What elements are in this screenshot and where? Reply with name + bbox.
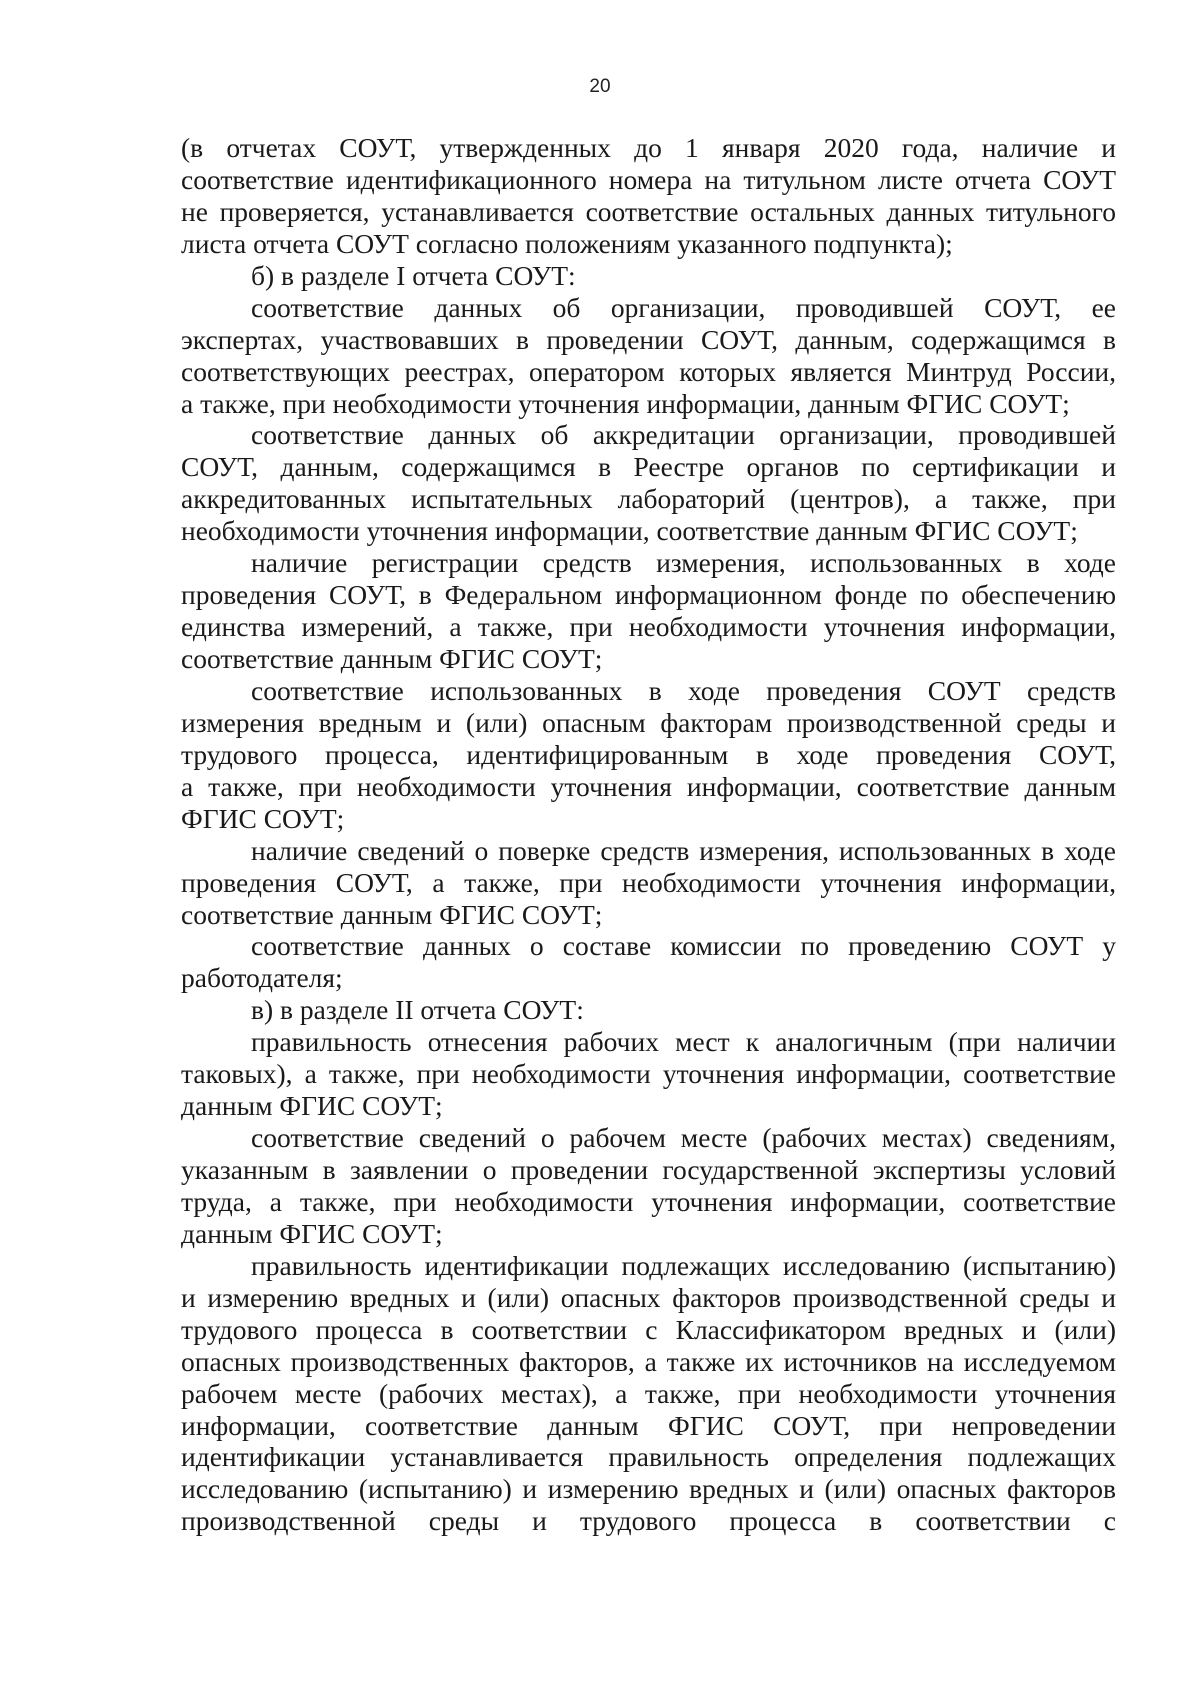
text-line: б) в разделе I отчета СОУТ: [251,259,576,291]
text-line: правильность отнесения рабочих мест к аналогичным (при наличии [251,1026,1116,1058]
text-line: соответствие сведений о рабочем месте (рабочих местах) сведениям, [251,1122,1116,1154]
text-line: измерения вредным и (или) опасным факторам производственной среды и [181,706,1116,738]
text-line: наличие регистрации средств измерения, использованных в ходе [251,547,1116,579]
text-line: единства измерений, а также, при необходимости уточнения информации, [181,611,1116,643]
text-line: исследованию (испытанию) и измерению вредных и (или) опасных факторов [181,1473,1116,1505]
text-line: рабочем месте (рабочих местах), а также, при необходимости уточнения [181,1377,1116,1409]
text-line: указанным в заявлении о проведении государственной экспертизы условий [181,1154,1116,1185]
text-line: не проверяется, устанавливается соответствие остальных данных титульного [181,195,1116,227]
page-number: 20 [589,76,611,97]
text-line: СОУТ, данным, содержащимся в Реестре органов по сертификации и [181,451,1116,483]
text-line: (в отчетах СОУТ, утвержденных до 1 января 2020 года, наличие и [181,132,1116,163]
text-line: в) в разделе II отчета СОУТ: [251,994,584,1026]
text-line: соответствие данных об аккредитации организации, проводившей [251,419,1116,451]
text-line: соответствие данным ФГИС СОУТ; [181,643,603,674]
text-line: данным ФГИС СОУТ; [181,1217,443,1249]
text-line: соответствие использованных в ходе проведения СОУТ средств [251,674,1116,706]
text-line: аккредитованных испытательных лабораторий (центров), а также, при [181,483,1116,515]
text-line: необходимости уточнения информации, соответствие данным ФГИС СОУТ; [181,515,1078,547]
text-line: проведения СОУТ, в Федеральном информационном фонде по обеспечению [181,579,1116,611]
text-line: трудового процесса в соответствии с Классификатором вредных и (или) [181,1313,1116,1345]
text-line: ФГИС СОУТ; [181,802,345,834]
text-line: а также, при необходимости уточнения информации, соответствие данным [181,770,1116,802]
text-line: соответствие данных о составе комиссии по проведению СОУТ у [251,930,1116,962]
text-line: информации, соответствие данным ФГИС СОУТ, при непроведении [181,1409,1116,1441]
text-line: данным ФГИС СОУТ; [181,1090,443,1122]
text-line: опасных производственных факторов, а также их источников на исследуемом [181,1345,1116,1377]
text-line: а также, при необходимости уточнения информации, данным ФГИС СОУТ; [181,387,1070,419]
document-body [181,132,1116,1537]
text-line: соответствие идентификационного номера на титульном листе отчета СОУТ [181,163,1116,195]
text-line: правильность идентификации подлежащих исследованию (испытанию) [251,1249,1116,1281]
text-line: и измерению вредных и (или) опасных факторов производственной среды и [181,1281,1116,1313]
text-line: листа отчета СОУТ согласно положениям указанного подпункта); [181,227,953,259]
text-line: соответствующих реестрах, оператором которых является Минтруд России, [181,355,1116,387]
text-line: трудового процесса, идентифицированным в ходе проведения СОУТ, [181,738,1116,770]
text-line: труда, а также, при необходимости уточнения информации, соответствие [181,1185,1116,1217]
text-line: идентификации устанавливается правильность определения подлежащих [181,1441,1116,1473]
text-line: соответствие данных об организации, проводившей СОУТ, ее [251,291,1116,323]
text-line: производственной среды и трудового процесса в соответствии с [181,1505,1116,1537]
text-line: проведения СОУТ, а также, при необходимости уточнения информации, [181,866,1116,898]
text-line: наличие сведений о поверке средств измерения, использованных в ходе [251,834,1116,866]
text-line: таковых), а также, при необходимости уточнения информации, соответствие [181,1058,1116,1090]
text-line: работодателя; [181,962,343,994]
text-line: экспертах, участвовавших в проведении СОУТ, данным, содержащимся в [181,323,1116,355]
text-line: соответствие данным ФГИС СОУТ; [181,898,603,930]
